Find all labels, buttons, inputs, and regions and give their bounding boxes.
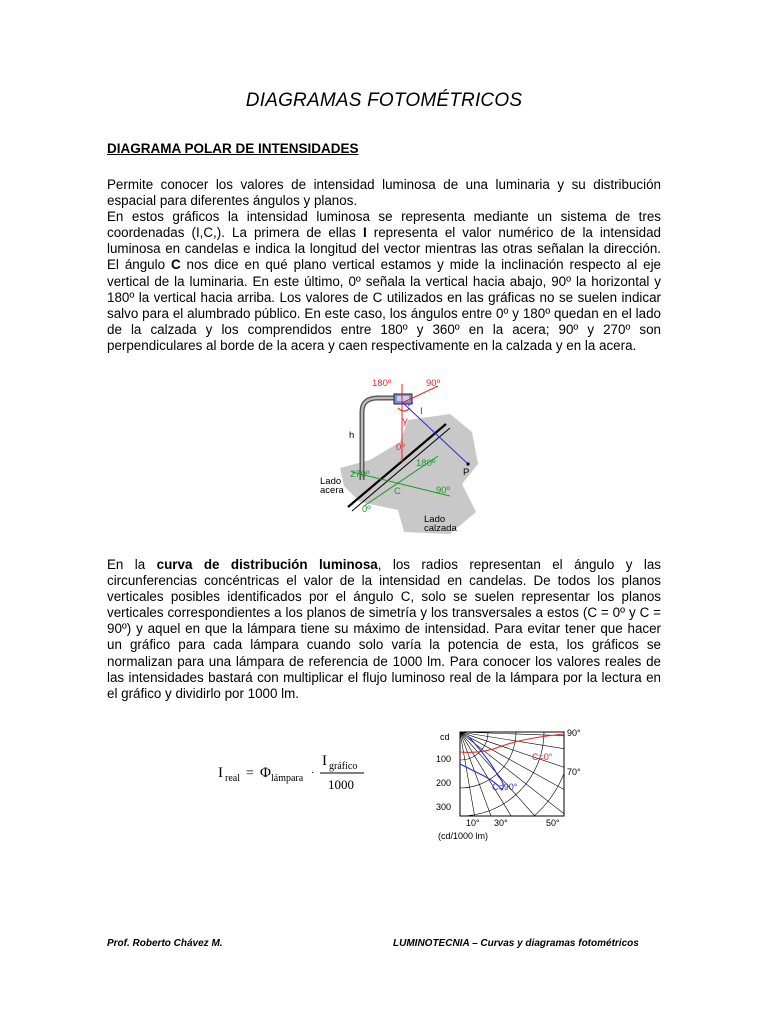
right-label-90: 90°: [567, 728, 581, 738]
paragraph-2-part-a: En estos gráficos la intensidad luminosa se representa mediante un sistema de tres coordenadas (I,C,). La primera de ellas: [107, 209, 661, 241]
polar-curve-figure: [432, 724, 592, 852]
label-180-top: 180º: [372, 378, 392, 389]
label-0-bottom: 0º: [362, 504, 371, 515]
section-title: DIAGRAMA POLAR DE INTENSIDADES: [107, 141, 359, 156]
paragraph-2: [107, 209, 661, 354]
formula: [216, 750, 376, 800]
label-lado-calzada-1: Lado: [424, 514, 446, 525]
label-90: 90º: [436, 485, 451, 496]
y-label-300: 300: [436, 802, 452, 812]
label-c: C: [394, 486, 401, 497]
label-180: 180º: [416, 458, 436, 469]
paragraph-2-part-c: representa el valor numérico de la intensidad luminosa en candelas e indica la longitud del vector mientras las otras señalan la dirección. El ángulo: [107, 225, 661, 273]
distribution-text: [107, 557, 661, 702]
unit-bottom: (cd/1000 lm): [438, 831, 489, 841]
formula-num: I: [322, 753, 327, 769]
label-90-top: 90º: [426, 378, 441, 389]
label-lado-calzada-2: calzada: [424, 523, 457, 534]
y-label-100: 100: [436, 754, 452, 764]
unit-top: cd: [440, 732, 450, 742]
paragraph-3-part-a: En la: [107, 557, 157, 572]
label-h: h: [349, 430, 355, 441]
formula-equals: =: [246, 766, 254, 781]
formula-lhs-sub: real: [225, 773, 240, 784]
paragraph-3-term: curva de distribución luminosa: [156, 557, 378, 572]
x-label-10: 10°: [466, 818, 480, 828]
paragraph-1: Permite conocer los valores de intensidad luminosa de una luminaria y su distribución espacial para diferentes ángulos y planos.: [107, 177, 661, 209]
curve-c0-label: C=0°: [532, 752, 553, 762]
formula-den: 1000: [328, 777, 354, 792]
label-270: 270º: [350, 469, 370, 480]
label-gamma: γ: [402, 416, 408, 427]
footer-subject: LUMINOTECNIA – Curvas y diagramas fotométricos: [393, 938, 639, 949]
intro-text: [107, 177, 661, 354]
label-p: P: [463, 467, 470, 478]
street-lighting-figure: [300, 372, 500, 542]
formula-lhs: I: [218, 765, 223, 781]
paragraph-2-part-e: nos dice en qué plano vertical estamos y mide la inclinación respecto al eje vertical de la luminaria. En este último, 0º señala la vertical hacia abajo, 90º la horizontal y 180º la vertical hacia arriba. Los valores de C utilizados en las gráficas no se suelen indicar salvo para el alumbrado público. En este caso, los ángulos entre 0º y 180º quedan en el lado de la calzada y los comprendidos entre 180º y 360º en la acera; 90º y 270º son perpendiculares al borde de la acera y caen respectivamente en la calzada y en la acera.: [107, 257, 661, 353]
paragraph-3: [107, 557, 661, 702]
formula-phi-sub: lámpara: [271, 773, 304, 784]
x-label-50: 50°: [546, 818, 560, 828]
paragraph-2-term-i: I: [362, 225, 367, 241]
paragraph-2-term-c: C: [170, 257, 181, 273]
right-label-70: 70°: [567, 767, 581, 777]
formula-num-sub: gráfico: [329, 761, 358, 772]
y-label-200: 200: [436, 778, 452, 788]
point-p: [466, 462, 469, 465]
label-lado-acera-1: Lado: [320, 476, 342, 487]
page-title: DIAGRAMAS FOTOMÉTRICOS: [245, 90, 523, 111]
formula-dot: ·: [311, 768, 315, 779]
paragraph-3-part-c: , los radios representan el ángulo y las circunferencias concéntricas el valor de la intensidad en candelas. De todos los planos verticales posibles identificados por el ángulo C, solo se suelen representar los planos verticales correspondientes a los planos de simetría y los transversales a estos (C = 0º y C = 90º) y aquel en que la lámpara tiene su máximo de intensidad. Para evitar tener que hacer un gráfico para cada lámpara cuando solo varía la potencia de esta, los gráficos se normalizan para una lámpara de referencia de 1000 lm. Para conocer los valores reales de las intensidades bastará con multiplicar el flujo luminoso real de la lámpara por la lectura en el gráfico y dividirlo por 1000 lm.: [107, 557, 661, 701]
label-i: I: [420, 406, 423, 417]
label-0: 0º: [396, 442, 405, 453]
label-lado-acera-2: acera: [320, 485, 344, 496]
footer-author: Prof. Roberto Chávez M.: [107, 938, 223, 949]
x-label-30: 30°: [494, 818, 508, 828]
curve-c90-label: C=90°: [492, 782, 518, 792]
formula-phi: Φ: [260, 765, 271, 781]
